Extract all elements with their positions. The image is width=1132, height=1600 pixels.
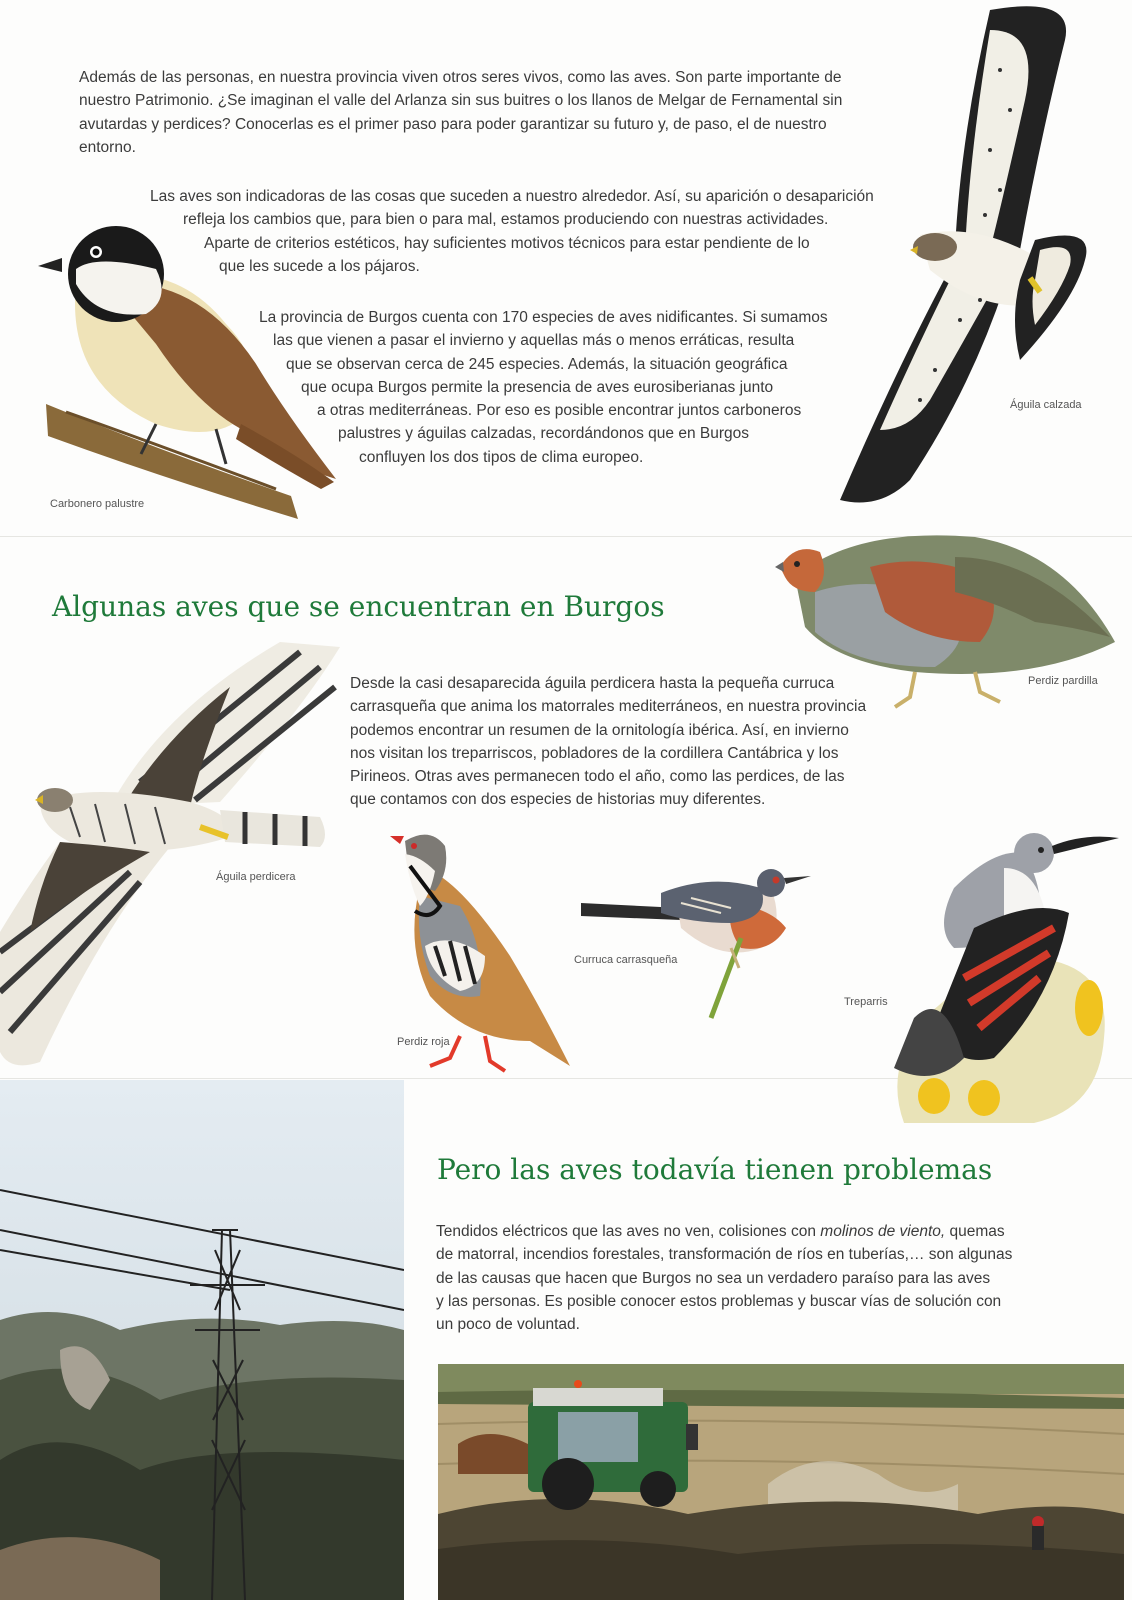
text-line: a otras mediterráneas. Por eso es posible encontrar juntos carboneros (317, 402, 802, 420)
text-line: que ocupa Burgos permite la presencia de aves eurosiberianas junto (301, 378, 774, 396)
text-line: podemos encontrar un resumen de la ornitología ibérica. Así, en invierno (350, 721, 849, 739)
section-2-paragraph (436, 1220, 1012, 1336)
text-line: palustres y águilas calzadas, recordándonos que en Burgos (338, 425, 750, 443)
text-fragment: Tendidos eléctricos que las aves no ven, colisiones con (436, 1223, 821, 1240)
treparris-illustration (884, 828, 1124, 1126)
text-line: las que vienen a pasar el invierno y aquellas más o menos erráticas, resulta (273, 332, 795, 350)
text-line: confluyen los dos tipos de clima europeo. (359, 448, 644, 466)
text-line: avutardas y perdices? Conocerlas es el primer paso para poder garantizar su futuro y, de paso, el de nuestro (79, 115, 827, 133)
caption-treparris: Treparris (844, 996, 888, 1008)
section-heading-algunas-aves: Algunas aves que se encuentran en Burgos (52, 590, 665, 623)
text-line: de matorral, incendios forestales, transformación de ríos en tuberías,… son algunas (436, 1246, 1013, 1264)
intro-paragraph-1 (79, 66, 842, 159)
text-line: refleja los cambios que, para bien o para mal, estamos produciendo con nuestras actividades. (183, 211, 829, 229)
section-heading-problemas: Pero las aves todavía tienen problemas (437, 1153, 993, 1186)
text-line: que se observan cerca de 245 especies. Además, la situación geográfica (286, 355, 788, 373)
text-line: entorno. (79, 138, 136, 156)
caption-perdiz-pardilla: Perdiz pardilla (1028, 675, 1098, 687)
text-line: un poco de voluntad. (436, 1316, 580, 1334)
power-pylon-photo (0, 1080, 404, 1600)
perdiz-roja-illustration (390, 826, 570, 1098)
text-line: y las personas. Es posible conocer estos problemas y buscar vías de solución con (436, 1292, 1002, 1310)
text-line: La provincia de Burgos cuenta con 170 especies de aves nidificantes. Si sumamos (259, 309, 828, 326)
tractor-field-photo (438, 1364, 1124, 1600)
text-line: nuestro Patrimonio. ¿Se imaginan el valle del Arlanza sin sus buitres o los llanos de Melgar de Fernamental sin (79, 92, 843, 110)
text-fragment: quemas (945, 1223, 1005, 1240)
text-line: Desde la casi desaparecida águila perdicera hasta la pequeña curruca (350, 675, 835, 692)
text-line: que contamos con dos especies de historias muy diferentes. (350, 791, 766, 809)
italic-text: molinos de viento, (820, 1223, 946, 1240)
text-line: que les sucede a los pájaros. (219, 257, 420, 275)
caption-perdiz-roja: Perdiz roja (397, 1036, 450, 1048)
text-line: Aparte de criterios estéticos, hay suficientes motivos técnicos para estar pendiente de lo (204, 234, 810, 252)
caption-aguila-perdicera: Águila perdicera (216, 871, 296, 883)
text-line: Además de las personas, en nuestra provincia viven otros seres vivos, como las aves. Son parte importante de (79, 69, 842, 86)
carbonero-palustre-illustration (36, 214, 346, 534)
caption-curruca-carrasquena: Curruca carrasqueña (574, 954, 678, 966)
curruca-carrasquena-illustration (581, 868, 821, 1023)
aguila-perdicera-illustration (0, 632, 345, 1082)
text-line (436, 1220, 1012, 1243)
text-line: Pirineos. Otras aves permanecen todo el año, como las perdices, de las (350, 768, 845, 786)
caption-aguila-calzada: Águila calzada (1010, 399, 1082, 411)
text-line: nos visitan los treparriscos, pobladores de la cordillera Cantábrica y los (350, 744, 839, 762)
aguila-calzada-illustration (840, 0, 1120, 520)
section-1-paragraph (350, 672, 866, 812)
caption-carbonero-palustre: Carbonero palustre (50, 498, 145, 510)
text-line: carrasqueña que anima los matorrales mediterráneos, en nuestra provincia (350, 698, 867, 716)
text-line: de las causas que hacen que Burgos no sea un verdadero paraíso para las aves (436, 1269, 991, 1287)
text-line: Las aves son indicadoras de las cosas que suceden a nuestro alrededor. Así, su aparición o desaparición (150, 188, 874, 205)
